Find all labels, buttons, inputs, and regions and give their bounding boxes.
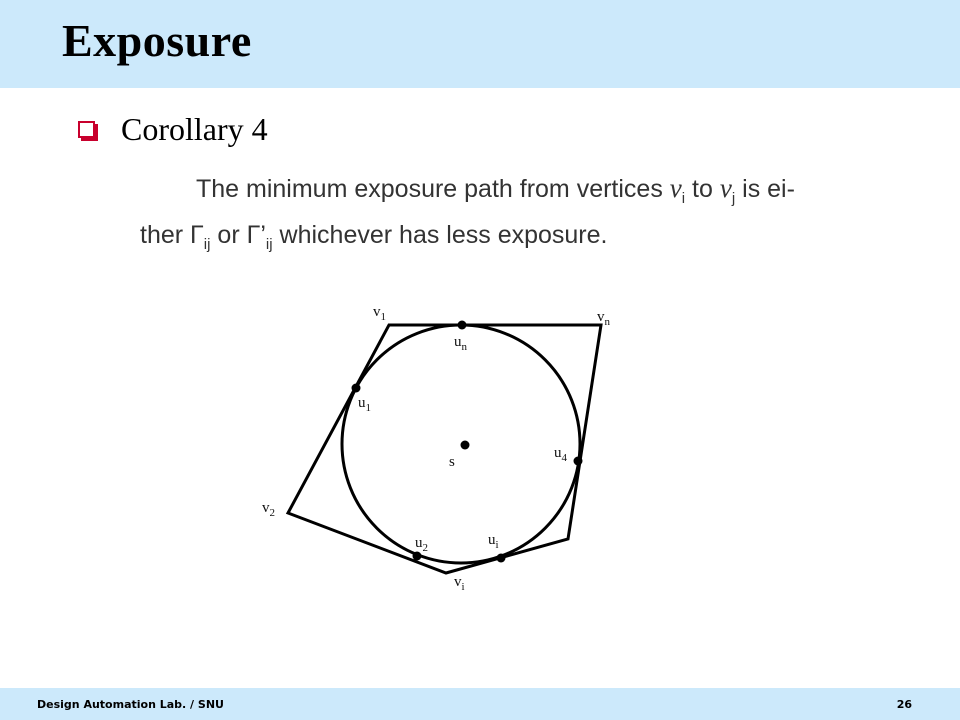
point-u1 xyxy=(352,384,361,393)
polygon-circle-diagram xyxy=(250,296,630,606)
statement-text: ther Γ xyxy=(140,221,204,249)
title-bar xyxy=(0,0,960,88)
corollary-statement xyxy=(140,170,900,263)
statement-text: whichever has less exposure. xyxy=(272,221,608,249)
square-bullet-icon xyxy=(78,121,95,138)
label-ui: $u_i$ xyxy=(488,532,499,551)
bullet-text: Corollary 4 xyxy=(121,110,268,147)
statement-line-1 xyxy=(140,170,900,217)
label-u1: $u_1$ xyxy=(358,395,371,414)
label-u4: $u_4$ xyxy=(554,445,567,464)
math-var: v xyxy=(719,173,732,203)
footer-lab-name: Design Automation Lab. / SNU xyxy=(37,698,224,711)
point-un xyxy=(458,321,467,330)
label-un: $u_n$ xyxy=(454,334,467,353)
label-vn: $v_n$ xyxy=(597,309,610,328)
statement-text: is ei- xyxy=(735,175,795,203)
label-s: s xyxy=(449,454,455,470)
statement-line-2 xyxy=(140,217,900,263)
label-u2: $u_2$ xyxy=(415,535,428,554)
statement-text: to xyxy=(685,175,720,203)
point-ui xyxy=(497,554,506,563)
bullet-item xyxy=(78,104,268,154)
label-vi: $v_i$ xyxy=(454,574,465,593)
point-u2 xyxy=(413,552,422,561)
statement-text: or Γ’ xyxy=(210,221,266,249)
slide-title: Exposure xyxy=(62,15,252,66)
label-v1: $v_1$ xyxy=(373,304,386,323)
math-sub: ij xyxy=(203,236,211,253)
footer-bar xyxy=(0,688,960,720)
point-u4 xyxy=(574,457,583,466)
math-sub: i xyxy=(681,190,686,207)
label-v2: $v_2$ xyxy=(262,500,275,519)
statement-text: The minimum exposure path from vertices xyxy=(196,175,670,203)
point-s xyxy=(461,441,470,450)
page-number: 26 xyxy=(896,698,912,711)
math-var: v xyxy=(669,173,682,203)
math-sub: j xyxy=(731,190,736,207)
math-sub: ij xyxy=(265,236,273,253)
